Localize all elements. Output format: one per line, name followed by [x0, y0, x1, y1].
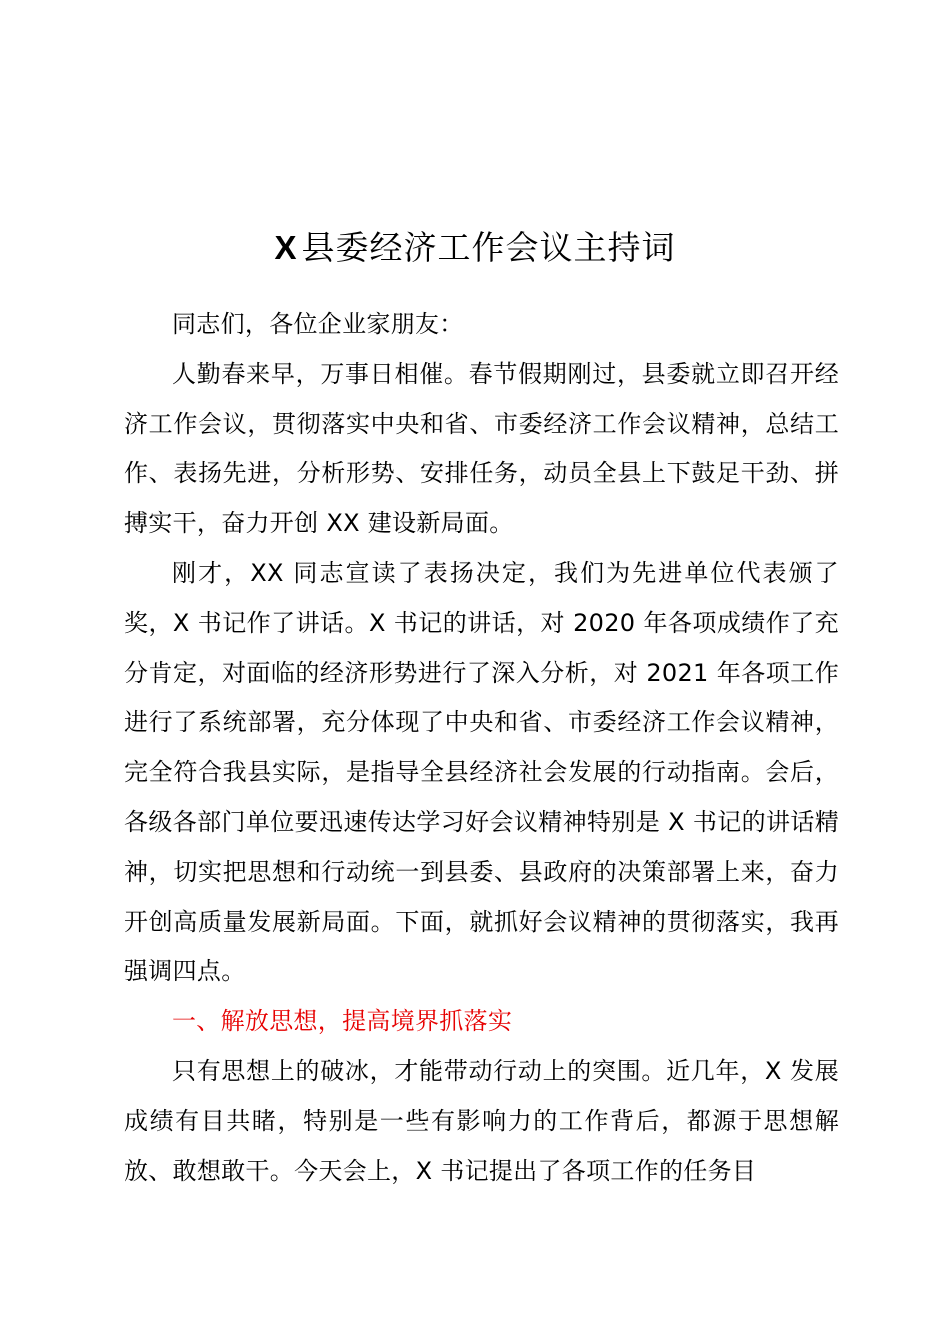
opening-paragraph: 人勤春来早，万事日相催。春节假期刚过，县委就立即召开经济工作会议，贯彻落实中央和省、市委经济工作会议精神，总结工作、表扬先进，分析形势、安排任务，动员全县上下鼓足干劲、拼搏实干，奋力开创 XX 建设新局面。: [124, 359, 839, 538]
section-heading-1: 一、解放思想，提高境界抓落实: [172, 1007, 513, 1036]
document-title: [0, 222, 950, 274]
salutation-paragraph: 同志们，各位企业家朋友：: [172, 310, 464, 338]
summary-paragraph: 刚才，XX 同志宣读了表扬决定，我们为先进单位代表颁了奖，X 书记作了讲话。X 书记的讲话，对 2020 年各项成绩作了充分肯定，对面临的经济形势进行了深入分析，对 2021 年各项工作进行了系统部署，充分体现了中央和省、市委经济工作会议精神，完全符合我县实际，是指导全县经济社会发展的行动指南。会后，各级各部门单位要迅速传达学习好会议精神特别是 X 书记的讲话精神，切实把思想和行动统一到县委、县政府的决策部署上来，奋力开创高质量发展新局面。下面，就抓好会议精神的贯彻落实，我再强调四点。: [124, 558, 839, 986]
title-main: 县委经济工作会议主持词: [301, 228, 676, 267]
section-1-paragraph: 只有思想上的破冰，才能带动行动上的突围。近几年，X 发展成绩有目共睹，特别是一些有影响力的工作背后，都源于思想解放、敢想敢干。今天会上，X 书记提出了各项工作的任务目: [124, 1056, 839, 1185]
document-body: [124, 300, 839, 1196]
title-prefix: X: [274, 229, 298, 266]
